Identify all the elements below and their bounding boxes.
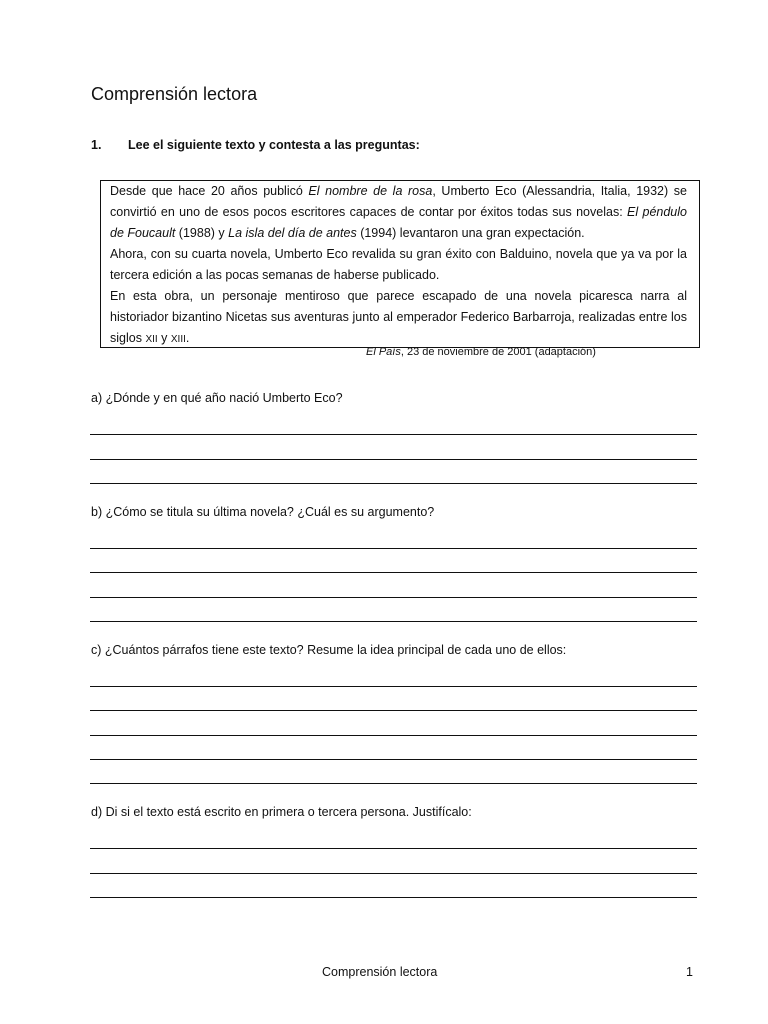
reading-paragraph-2: Ahora, con su cuarta novela, Umberto Eco revalida su gran éxito con Balduino, novela que ya va por la tercera edición a las pocas semanas de haberse publicado.	[110, 247, 687, 282]
reading-text: Desde que hace 20 años publicó	[110, 184, 309, 198]
footer-title: Comprensión lectora	[322, 965, 438, 979]
reading-text: , Umberto Eco (Alessandria, Italia, 1932) se convirtió en uno de esos pocos escritores capaces de contar por éxitos todas sus novelas:	[110, 184, 687, 219]
source-publication: El País	[366, 346, 401, 358]
answer-line[interactable]	[90, 621, 697, 622]
reading-text-box	[100, 180, 700, 348]
page-number: 1	[686, 965, 693, 979]
answer-line[interactable]	[90, 686, 697, 687]
century-numeral: XII	[145, 334, 158, 345]
reading-text: En esta obra, un personaje mentiroso que parece escapado de una novela picaresca narra al historiador bizantino Nicetas sus aventuras junto al emperador Federico Barbarroja, realizadas entre los siglos	[110, 289, 687, 345]
question-d: d) Di si el texto está escrito en primera o tercera persona. Justifícalo:	[91, 805, 472, 819]
answer-line[interactable]	[90, 597, 697, 598]
exercise-instruction	[91, 138, 420, 152]
answer-line[interactable]	[90, 710, 697, 711]
page-title: Comprensión lectora	[91, 84, 258, 104]
book-title: El péndulo de Foucault	[110, 205, 687, 240]
reading-text: y	[157, 331, 171, 345]
exercise-instruction-text: Lee el siguiente texto y contesta a las preguntas:	[128, 138, 420, 152]
answer-line[interactable]	[90, 735, 697, 736]
answer-line[interactable]	[90, 483, 697, 484]
reading-paragraph-1	[110, 181, 687, 244]
question-c: c) ¿Cuántos párrafos tiene este texto? Resume la idea principal de cada uno de ellos:	[91, 643, 567, 657]
reading-text: .	[185, 331, 190, 345]
question-b: b) ¿Cómo se titula su última novela? ¿Cuál es su argumento?	[91, 505, 435, 519]
book-title: La isla del día de antes	[228, 226, 357, 240]
answer-line[interactable]	[90, 759, 697, 760]
answer-line[interactable]	[90, 897, 697, 898]
reading-text: (1994) levantaron una gran expectación.	[356, 226, 585, 240]
answer-line[interactable]	[90, 848, 697, 849]
exercise-number: 1.	[91, 138, 102, 152]
book-title: El nombre de la rosa	[308, 184, 433, 198]
source-details: , 23 de noviembre de 2001 (adaptación)	[400, 346, 596, 358]
century-numeral: XIII	[170, 334, 186, 345]
answer-line[interactable]	[90, 783, 697, 784]
answer-line[interactable]	[90, 434, 697, 435]
source-citation	[366, 346, 596, 358]
reading-text: (1988) y	[175, 226, 229, 240]
reading-paragraph-3	[110, 286, 687, 350]
answer-line[interactable]	[90, 459, 697, 460]
answer-line[interactable]	[90, 873, 697, 874]
answer-line[interactable]	[90, 548, 697, 549]
answer-line[interactable]	[90, 572, 697, 573]
question-a: a) ¿Dónde y en qué año nació Umberto Eco?	[91, 391, 343, 405]
